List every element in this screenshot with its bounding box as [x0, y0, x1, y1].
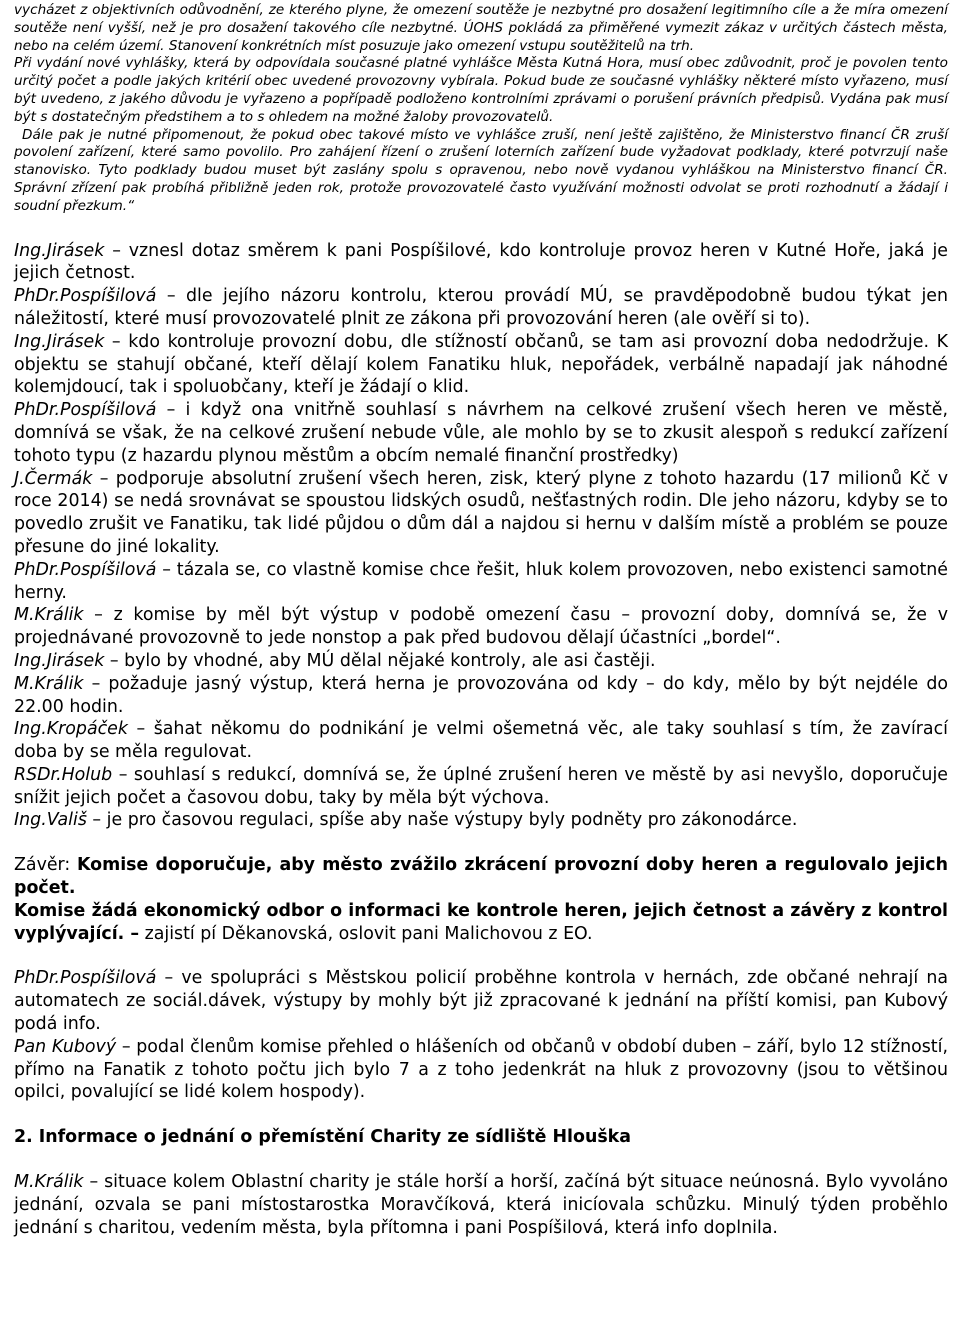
quote-paragraph-2: Při vydání nové vyhlášky, která by odpovídala současné platné vyhlášce Města Kutná Hora, musí obec zdůvodnit, proč je povolen tento určitý počet a podle jakých kritérií obec uvedené provozovny vybírala. Pokud bude ze současné vyhlášky některé místo vyřazeno, musí být uvedeno, z jakého důvodu je vyřazeno a popřípadě podloženo kontrolními zprávami o porušení právních předpisů. Vydána pak musí být s dostatečným předstihem a to s ohledem na možné žaloby provozovatelů. [14, 55, 948, 125]
speaker-name: PhDr.Pospíšilová [14, 559, 157, 580]
discussion-entry [14, 718, 948, 764]
speaker-name: PhDr.Pospíšilová [14, 968, 157, 989]
discussion-entry [14, 240, 948, 286]
discussion-entry [14, 1036, 948, 1104]
speaker-name: M.Králik [14, 605, 84, 626]
discussion-entry [14, 1171, 948, 1239]
speaker-text: – vznesl dotaz směrem k pani Pospíšilové, kdo kontroluje provoz heren v Kutné Hoře, jaká je jejich četnost. [14, 240, 948, 284]
discussion-entry [14, 673, 948, 719]
speaker-text: – dle jejího názoru kontrolu, kterou provádí MÚ, se pravděpodobně budou týkat jen náležitostí, které musí provozovatelé plnit ze zákona při provozování heren (ale ověří si to). [14, 286, 948, 329]
quote-paragraph-3: Dále pak je nutné připomenout, že pokud obec takové místo ve vyhlášce zruší, není ještě zajištěno, že Ministerstvo financí ČR zruší povolení zařízení, které samo povolilo. Pro zahájení řízení o zrušení loterních zařízení bude vyžadovat podklady, které potvrzují naše stanovisko. Tyto podklady budou muset být zaslány spolu s opravenou, nebo nově vydanou vyhláškou na Ministerstvo financí ČR. Správní zřízení pak probíhá přibližně jeden rok, protože provozovatelé často využívání možnosti odvolat se proti rozhodnutí a žádají i soudní přezkum.“ [14, 126, 948, 214]
speaker-text: – i když ona vnitřně souhlasí s návrhem na celkové zrušení všech heren ve městě, domnívá se však, že na celkové zrušení nebude vůle, ale mohlo by se to zkusit alespoň s redukcí zařízení tohoto typu (z hazardu plynou městům a obcím nemalé finanční prostředky) [14, 400, 948, 466]
speaker-text: – ve spolupráci s Městskou policií proběhne kontrola v hernách, zde občané nehrají na automatech ze sociál.dávek, výstupy by mohly být již zpracované k jednání na příští komisi, pan Kubový podá info. [14, 968, 948, 1035]
discussion-entry [14, 331, 948, 399]
speaker-name: Ing.Kropáček [14, 719, 128, 740]
speaker-name: M.Králik [14, 673, 84, 694]
speaker-name: Pan Kubový [14, 1036, 117, 1057]
discussion-entry [14, 399, 948, 467]
discussion-entry [14, 764, 948, 810]
conclusion [14, 854, 948, 900]
discussion-entry [14, 967, 948, 1035]
speaker-text: – kdo kontroluje provozní dobu, dle stížností občanů, se tam asi provozní doba nedodržuje. K objektu se stahují občané, kteří dělají kolem Fanatiku hluk, nepořádek, verbálně napadají jak náhodné kolemjdoucí, tak i spoluobčany, kteří je žádají o klid. [14, 331, 948, 398]
conclusion-recommendation: Komise doporučuje, aby město zvážilo zkrácení provozní doby heren a regulovalo jejich počet. [14, 855, 948, 899]
speaker-text: – z komise by měl být výstup v podobě omezení času – provozní doby, domnívá se, že v projednávané provozovně to jede nonstop a pak před budovou dělají účastníci „bordel“. [14, 605, 948, 649]
discussion-block [14, 240, 948, 1240]
conclusion-label: Závěr: [14, 855, 77, 876]
discussion-entry [14, 468, 948, 559]
speaker-text: – situace kolem Oblastní charity je stále horší a horší, začíná být situace neúnosná. Bylo vyvoláno jednání, ozvala se pani místostarostka Moravčíková, která inicíovala schůzku. Minulý týden proběhlo jednání s charitou, vedením města, byla přítomna i pani Pospíšilová, která info doplnila. [14, 1172, 948, 1238]
speaker-text: – podal členům komise přehled o hlášeních od občanů v období duben – září, bylo 12 stížností, přímo na Fanatik z tohoto počtu jich bylo 7 a z toho jedenkrát na hluk z provozovny (jsou to většinou opilci, povalující se lidé kolem hospody). [14, 1036, 948, 1103]
speaker-name: PhDr.Pospíšilová [14, 286, 157, 307]
quoted-statement [14, 2, 948, 216]
speaker-name: Ing.Vališ [14, 810, 87, 831]
speaker-name: Ing.Jirásek [14, 650, 105, 671]
speaker-text: – je pro časovou regulaci, spíše aby naše výstupy byly podněty pro zákonodárce. [86, 810, 798, 831]
discussion-entry [14, 604, 948, 650]
speaker-text: – podporuje absolutní zrušení všech heren, zisk, který plyne z tohoto hazardu (17 milionů Kč v roce 2014) se nedá srovnávat se spoustou lidských osudů, nešťastných rodin. Dle jeho názoru, kdyby se to povedlo zrušit ve Fanatiku, tak lidé půjdou o dům dál a najdou si hernu v dalším místě a problém se pouze přesune do jiné lokality. [14, 468, 948, 557]
document-page [14, 2, 948, 1239]
speaker-name: M.Králik [14, 1172, 84, 1193]
speaker-text: – šahat někomu do podnikání je velmi ošemetná věc, ale taky souhlasí s tím, že zavírací doba by se měla regulovat. [14, 719, 948, 763]
discussion-entry [14, 285, 948, 331]
speaker-text: – bylo by vhodné, aby MÚ dělal nějaké kontroly, ale asi častěji. [104, 650, 656, 671]
discussion-entry [14, 809, 948, 832]
discussion-entry [14, 650, 948, 673]
speaker-name: J.Čermák [14, 468, 93, 489]
quote-paragraph-1: vycházet z objektivních odůvodnění, ze kterého plyne, že omezení soutěže je nezbytné pro dosažení legitimního cíle a že míra omezení soutěže není vyšší, než je pro dosažení takového cíle nezbytné. ÚOHS pokládá za přiměřené vymezit zákaz v určitých částech města, nebo na celém území. Stanovení konkrétních míst posuzuje jako omezení vstupu soutěžitelů na trh. [14, 2, 948, 54]
speaker-text: – souhlasí s redukcí, domnívá se, že úplné zrušení heren ve městě by asi nevyšlo, doporučuje snížit jejich počet a časovou dobu, taky by měla být výchova. [14, 764, 948, 808]
speaker-text: – požaduje jasný výstup, která herna je provozována od kdy – do kdy, mělo by být nejdéle do 22.00 hodin. [14, 673, 948, 717]
speaker-name: RSDr.Holub [14, 764, 113, 785]
speaker-text: – tázala se, co vlastně komise chce řešit, hluk kolem provozoven, nebo existenci samotné herny. [14, 559, 948, 603]
conclusion-request-text: Komise žádá ekonomický odbor o informaci ke kontrole heren, jejich četnost a závěry z kontrol vyplývající. – [14, 900, 948, 944]
conclusion-assignee: zajistí pí Děkanovská, oslovit pani Malichovou z EO. [139, 923, 593, 944]
conclusion-request [14, 900, 948, 946]
speaker-name: Ing.Jirásek [14, 240, 105, 261]
section-heading: 2. Informace o jednání o přemístění Charity ze sídliště Hlouška [14, 1127, 631, 1148]
speaker-name: PhDr.Pospíšilová [14, 400, 157, 421]
speaker-name: Ing.Jirásek [14, 331, 105, 352]
discussion-entry [14, 559, 948, 605]
